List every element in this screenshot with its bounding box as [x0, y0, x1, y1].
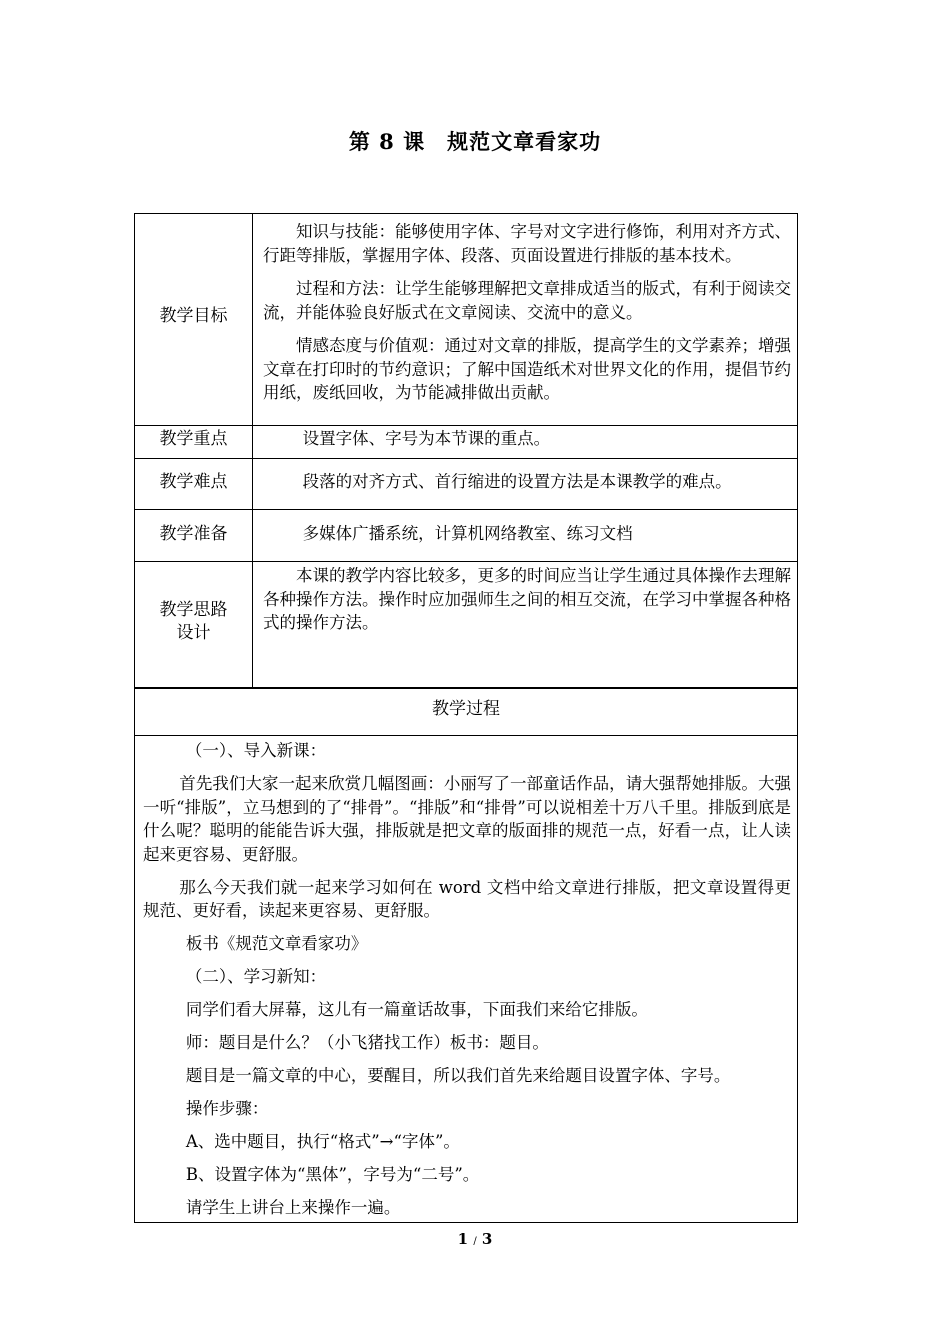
objectives-emotion: 情感态度与价值观：通过对文章的排版，提高学生的文学素养；增强文章在打印时的节约意识；了解中国造纸术对世界文化的作用，提倡节约用纸，废纸回收，为节能减排做出贡献。 [263, 336, 791, 402]
row-divider [135, 735, 797, 736]
document-title: 第 8 课 规范文章看家功 [348, 129, 602, 154]
total-pages: 3 [481, 1230, 493, 1248]
row-divider [135, 687, 797, 689]
difficulty-text: 段落的对齐方式、首行缩进的设置方法是本课教学的难点。 [302, 472, 732, 491]
section-heading-new: （二）、学习新知： [185, 967, 327, 986]
row-divider [135, 509, 797, 510]
objectives-label: 教学目标 [159, 306, 228, 326]
lesson-plan-table [134, 213, 798, 1223]
row-divider [135, 458, 797, 459]
design-label-line1: 教学思路 [159, 600, 228, 620]
intro-paragraph-2: 那么今天我们就一起来学习如何在 word 文档中给文章进行排版，把文章设置得更规范、更好看，读起来更容易、更舒服。 [143, 877, 791, 920]
student-demo: 请学生上讲台上来操作一遍。 [185, 1198, 401, 1217]
design-text: 本课的教学内容比较多，更多的时间应当让学生通过具体操作去理解各种操作方法。操作时应加强师生之间的相互交流，在学习中掌握各种格式的操作方法。 [263, 566, 791, 632]
design-label-line2: 设计 [176, 623, 211, 643]
page-number [0, 1228, 950, 1253]
board-note: 板书《规范文章看家功》 [185, 934, 368, 953]
step-b: B、设置字体为“黑体”，字号为“二号”。 [185, 1165, 480, 1184]
key-point-content [263, 427, 791, 451]
new-paragraph-1: 同学们看大屏幕，这儿有一篇童话故事，下面我们来给它排版。 [185, 1000, 648, 1019]
current-page: 1 [457, 1230, 469, 1248]
key-point-text: 设置字体、字号为本节课的重点。 [302, 429, 551, 448]
step-a: A、选中题目，执行“格式”→“字体”。 [185, 1132, 460, 1151]
key-point-label: 教学重点 [159, 429, 228, 449]
page-separator: / [473, 1236, 477, 1247]
design-content [263, 564, 791, 645]
section-heading-intro: （一）、导入新课： [185, 741, 327, 760]
objectives-knowledge: 知识与技能：能够使用字体、字号对文字进行修饰，利用对齐方式、行距等排版，掌握用字体、段落、页面设置进行排版的基本技术。 [263, 222, 791, 265]
row-divider [135, 425, 797, 426]
preparation-content [263, 522, 791, 546]
new-paragraph-2: 师：题目是什么？（小飞猪找工作）板书：题目。 [185, 1033, 549, 1052]
new-paragraph-3: 题目是一篇文章的中心，要醒目，所以我们首先来给题目设置字体、字号。 [185, 1066, 731, 1085]
steps-heading: 操作步骤： [185, 1099, 269, 1118]
column-divider [252, 214, 253, 688]
preparation-text: 多媒体广播系统，计算机网络教室、练习文档 [302, 524, 633, 543]
process-body [143, 739, 791, 1229]
intro-paragraph: 首先我们大家一起来欣赏几幅图画：小丽写了一部童话作品，请大强帮她排版。大强一听“排版”，立马想到的了“排骨”。“排版”和“排骨”可以说相差十万八千里。排版到底是什么呢？聪明的能能告诉大强，排版就是把文章的版面排的规范一点，好看一点，让人读起来更容易、更舒服。 [143, 774, 791, 864]
preparation-label: 教学准备 [159, 524, 228, 544]
row-divider [135, 561, 797, 562]
objectives-content [263, 220, 791, 415]
difficulty-label: 教学难点 [159, 472, 228, 492]
objectives-process: 过程和方法：让学生能够理解把文章排成适当的版式，有利于阅读交流，并能体验良好版式在文章阅读、交流中的意义。 [263, 279, 791, 322]
difficulty-content [263, 470, 791, 494]
process-heading: 教学过程 [432, 699, 500, 719]
